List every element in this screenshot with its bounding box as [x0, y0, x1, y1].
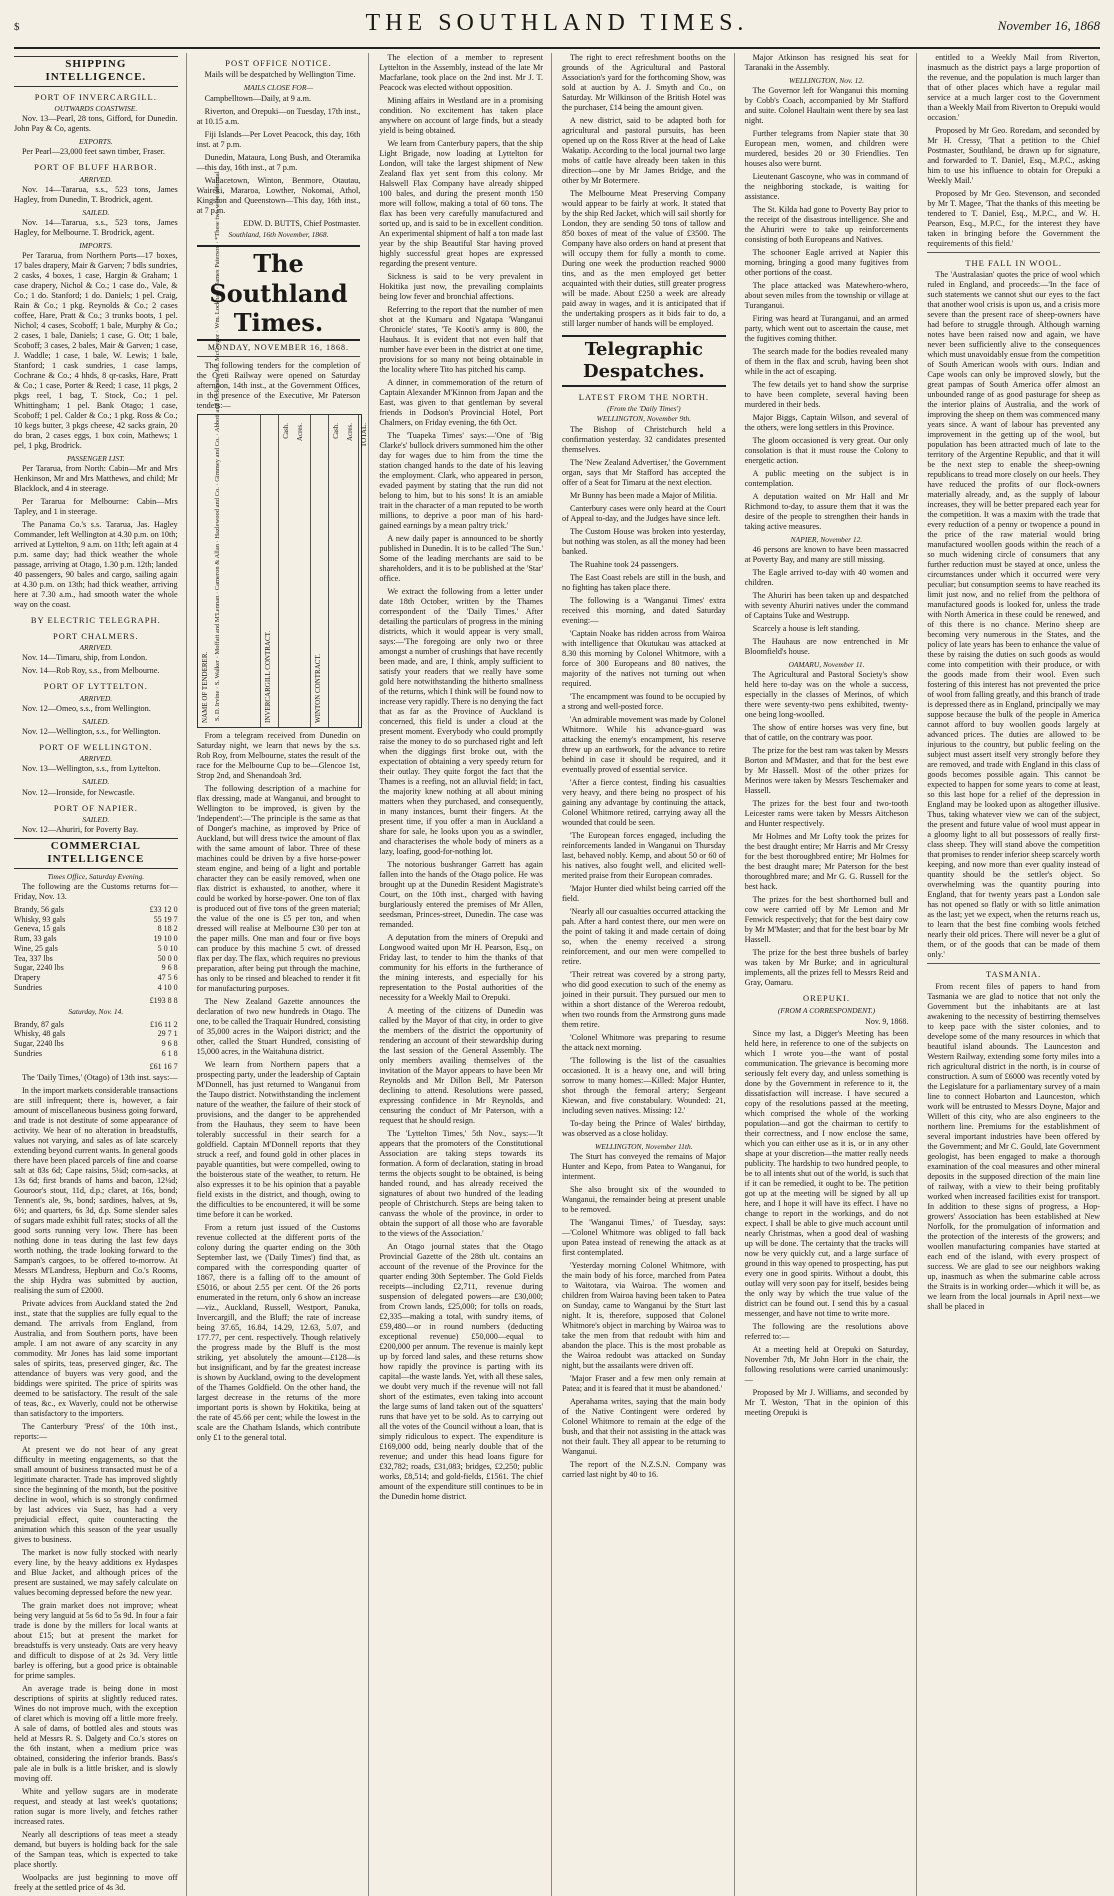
paragraph: Referring to the report that the number of men shot at the Kumaru and Ngatapa 'Wanganui Chronicle' states, 'Te Kooti's army is 800, the Hauhaus. It is evident that not even half that number have ever been in the district at one time, provisions for so many not being obtainable in the locality where Tito has pitched his camp. [379, 305, 543, 374]
paragraph: The 'Tuapeka Times' says:—'One of 'Big Clarke's' bullock drivers summoned him the other day for wages due to him from the time the station changed hands to the date of his leaving the employment. Clark, who appeared in person, evaded payment by stating that the run did not belong to him, but to his sons! It is an amiable trait in the character of a man reputed to be worth millions, to deprive a poor man of his hard-gained earnings by a mean paltry trick.' [379, 431, 543, 530]
paragraph: The following description of a machine for flax dressing, made at Wanganui, and brought to Wellington to be improved, is given by the 'Independent':—'The principle is the same as that of Donger's machine, as improved by Price of Auckland, but will dress twice the amount of flax with the same amount of labor. Three of these machines could be driven by a five horse-power steam engine, and being of a light and portable character they can be easily removed, when one flax district is exhausted, to another, where it could be worked by horse-power. One ton of flax is produced out of five tons of the green material; the value of the one is £5 per ton, and when dressed will realise at Melbourne £30 per ton at the paper mills. One man and four or five boys can produce by this machine 5 cwt. of dressed flax per day. The flax, which requires no previous preparation, after being put through the machine, has only to be rinsed and bleached to render it fit for manufacturing purposes. [196, 783, 361, 993]
paragraph: Proposed by Mr Geo. Stevenson, and seconded by Mr T. Magee, 'That the thanks of this meeting be tendered to T. Daniel, Esq., M.P.C., and W. H. Pearson, Esq., M.P.C., for the interest they have taken in bringing before the Government the requirements of this field.' [927, 189, 1100, 248]
customs-row [14, 1039, 178, 1049]
column-2 [197, 53, 370, 1896]
label: (From the 'Daily Times') [607, 404, 681, 414]
customs-row [14, 954, 178, 964]
paragraph: Nov. 12—Wellington, s.s., for Wellington. [22, 726, 161, 736]
masthead-title: THE SOUTHLAND TIMES. [365, 10, 749, 36]
label: ARRIVED. [79, 643, 113, 653]
customs-item: Sugar, 2240 lbs [14, 963, 64, 973]
paragraph: The Ruahine took 24 passengers. [570, 559, 679, 569]
paragraph: The East Coast rebels are still in the bush, and no fighting has taken place there. [562, 572, 726, 592]
paragraph: The Eagle arrived to-day with 40 women and children. [744, 568, 909, 588]
paragraph: The following are the Customs returns for—Friday, Nov. 13. [14, 881, 178, 901]
paragraph: Campbelltown—Daily, at 9 a.m. [204, 93, 311, 103]
paragraph: Nov. 14—Rob Roy, s.s., from Melbourne. [22, 666, 160, 676]
paragraph: Nov. 12—Ironside, for Newcastle. [22, 787, 135, 797]
paragraph: 'An admirable movement was made by Colonel Whitmore. While his advance-guard was attacking the enemy's encampment, his reserve threw up an earthwork, for the advance to retire behind in case it should be required, and it eventually proved of essential service. [562, 714, 726, 774]
paragraph: The election of a member to represent Lyttelton in the Assembly, instead of the late Mr Macfarlane, took place on the 2nd inst. Mr J. T. Peacock was elected without opposition. [379, 53, 543, 92]
customs-row [14, 944, 178, 954]
paragraph: A new daily paper is announced to be shortly published in Dunedin. It is to be called 'The Sun.' Some of the leading merchants are said to be shareholders, and it is to be published at the 'Star' office. [379, 534, 543, 583]
paragraph: The notorious bushranger Garrett has again fallen into the hands of the Otago police. He was brought up at the Dunedin Resident Magistrate's Court, on the 10th inst., charged with having burglariously entered the premises of Mr Allen, seedsman, Princes-street, Dunedin. The case was remanded. [379, 860, 543, 929]
columns [14, 53, 1100, 1893]
label: Southland, 16th November, 1868. [228, 230, 329, 240]
paragraph: Aperahama writes, saying that the main body of the Native Contingent were ordered by Colonel Whitmore to remain at the edge of the bush, and that their not assisting in the attack was not their fault. They all appear to be returning to Wanganui. [562, 1396, 726, 1456]
paragraph: The prize for the best three bushels of barley was taken by Mr Burke; and in agricultural implements, all the prizes fell to Messrs Reid and Gray, Oamaru. [744, 948, 909, 988]
paragraph: entitled to a Weekly Mail from Riverton, inasmuch as the district pays a large proportion of the revenue, and the population is much larger than that of other places which have a regular mail service at a much larger cost to the Government than a Weekly Mail from Riverton to Orepuki would occasion.' [927, 53, 1100, 122]
customs-item: Whisky, 48 gals [14, 1029, 66, 1039]
section-heading: TASMANIA. [986, 969, 1042, 980]
customs-row [14, 934, 178, 944]
label: SAILED. [82, 777, 110, 787]
paragraph: The show of entire horses was very fine, but that of cattle, on the contrary was poor. [744, 723, 909, 743]
label: NAPIER, November 12. [790, 535, 863, 545]
customs-amount: 55 19 7 [153, 914, 178, 924]
paragraph: Nearly all descriptions of teas meet a steady demand, but buyers is holding back for the sale of the Sampan teas, which is expected to take place shortly. [14, 1830, 178, 1870]
paragraph: Nov. 14—Tararua, s.s., 523 tons, James Hagley, for Melbourne. T. Brodrick, agent. [14, 218, 178, 238]
tender-acres: Acres. [345, 422, 354, 442]
tender-inver-header: INVERCARGILL CONTRACT. [263, 630, 272, 723]
paragraph: 'Major Hunter died whilst being carried off the field. [562, 883, 726, 903]
customs-amount: 4 10 0 [157, 982, 178, 992]
paragraph: Nov. 12—Omeo, s.s., from Wellington. [22, 703, 151, 713]
customs-row [14, 983, 178, 993]
customs-row [14, 1029, 178, 1039]
paragraph: The Ahuriri has been taken up and despatched with seventy Ahuriri natives under the command of Captains Tuke and Westrupp. [744, 591, 909, 621]
paragraph: 'Major Fraser and a few men only remain at Patea; and it is feared that it must be abandoned.' [562, 1373, 726, 1393]
paragraph: The following is a 'Wanganui Times' extra received this morning, and dated Saturday evening:— [562, 595, 726, 625]
customs-item: Sundries [14, 982, 42, 992]
label: OUTWARDS COASTWISE. [54, 104, 138, 114]
customs-amount: 5 0 10 [157, 943, 178, 953]
dateline: Nov. 9, 1868. [865, 1016, 909, 1026]
section-heading: LATEST FROM THE NORTH. [578, 391, 709, 402]
customs-item: Whisky, 93 gals [14, 914, 66, 924]
paragraph: The New Zealand Gazette announces the declaration of two new hundreds in Otago. The one, to be called the Traquair Hundred, consisting of 35,000 acres in the Waipori district; and the other, called the Stuart Hundred, consisting of 15,000 acres, in the Waitahuna district. [196, 996, 361, 1056]
paragraph: Since my last, a Digger's Meeting has been held here, in reference to one of the subjects on which I wrote you—the want of postal communication. The grievance is becoming more seriously felt every day, and unless something is done by the Government in reference to it, the dissatisfaction will increase. I have secured a copy of the resolutions passed at the meeting, which comprised the whole of the working population—and got the chairman to certify to their correctness, and I now enclose the same, which you can either use as it is, or in any other shape at your discretion—the matter really needs publicity. The hardship to two hundred people, to be to all intents shut out of the world, is such that if it can be remedied, it ought to be. The petition got up at the meeting will be signed by all up here, and I hope it will have its effect. I have no change to report in the workings, and do not expect. I shall be able to give much account until nearly Christmas, when a good deal of washing up will be done. The certainty that the tracks will now be very quickly cut, and a large surface of ground in this way opened to prospecting, has put every one in good spirits. Without a doubt, this outlay will very soon pay for itself, besides being the only way by which the true value of the district can be found out. I send this by a casual messenger, and have not time to write more. [744, 1028, 909, 1318]
masthead-mark: $ [14, 21, 20, 33]
paragraph: The prizes for the best shorthorned bull and cow were carried off by Mr Lemon and Mr Fenwick respectively; that for the best dairy cow by Mr M'Master; and that for the best boar by Mr Hassell. [744, 895, 909, 945]
paragraph: She also brought six of the wounded to Wanganui, the remainder being at present unable to be removed. [562, 1184, 726, 1214]
paragraph: 'Yesterday morning Colonel Whitmore, with the main body of his force, marched from Patea to Waitotara, via Wairoa. The women and children from Wairoa having been taken to Patea on Sunday, came to Wanganui by the Sturt last night. It is, therefore, supposed that Colonel Whitmore's object in marching by Wairoa was to take the men from that redoubt with him and abandon the place. This is the most probable as the Wairoa redoubt was attacked on Sunday night, but the assailants were driven off. [562, 1260, 726, 1370]
paragraph: The Canterbury 'Press' of the 10th inst., reports:— [14, 1422, 178, 1442]
label: WELLINGTON, November 9th. [596, 414, 692, 424]
customs-item: Sundries [14, 1048, 42, 1058]
paragraph: At present we do not hear of any great difficulty in meeting engagements, so that the small amount of business transacted must be of a legitimate character. Trade has improved slightly since the beginning of the month, but the positive decline in wool, which is so strongly confirmed by last advices via Suez, has had a very prejudicial effect, quite counteracting the animation which this season of the year usually gives to business. [14, 1445, 178, 1545]
paragraph: An average trade is being done in most descriptions of spirits at slightly reduced rates. Wines do not improve much, with the exception of claret which is moving off a little more freely. A sale of dams, of bottled ales and stouts was held at Messrs R. S. Dalgety and Co.'s stores on the 6th instant, when a medium price was obtained, considering the inferior brands. Bass's pale ale in bulk is a little brisker, and is slowly moving off. [14, 1684, 178, 1784]
paragraph: The Custom House was broken into yesterday, but nothing was stolen, as all the money had been banked. [562, 526, 726, 556]
commercial-heading: COMMERCIAL INTELLIGENCE [14, 838, 178, 869]
nameplate: The Southland Times. [197, 245, 361, 341]
masthead-date: November 16, 1868 [997, 18, 1100, 33]
signature: EDW. D. BUTTS, Chief Postmaster. [243, 218, 361, 228]
paragraph: 'The European forces engaged, including the reinforcements landed in Wanganui on Thursday last, behaved nobly. Kemp, and about 50 or 60 of his natives, also fought well, and elicited well-merited praise from their European comrades. [562, 830, 726, 880]
label: Saturday, Nov. 14. [68, 1007, 124, 1017]
paragraph: The few details yet to hand show the surprise to have been complete, several having been murdered in their beds. [744, 380, 909, 410]
paragraph: Nov. 12—Ahuriri, for Poverty Bay. [22, 825, 139, 835]
paragraph: Per Tararua, from North: Cabin—Mr and Mrs Henkinson, Mr and Mrs Matthews, and child; Mr Blacklock, and 4 in steerage. [14, 464, 178, 494]
paragraph: Mining affairs in Westland are in a promising condition. No excitement has taken place anywhere on account of large finds, but a steady yield is being obtained. [379, 96, 543, 135]
paragraph: The prizes for the best four and two-tooth Leicester rams were taken by Messrs Aitcheson and Hunter respectively. [744, 799, 909, 829]
paragraph: 'After a fierce contest, finding his casualties very heavy, and there being no prospect of his gaining any advantage by continuing the attack, Colonel Whitmore retired, carrying away all the wounded that could be seen. [562, 777, 726, 827]
section-heading: PORT OF NAPIER. [53, 802, 138, 813]
paragraph: The market is now fully stocked with nearly every line, by the heavy additions ex Hydaspes and Blue Jacket, and although prices of the present are sustained, we may safely calculate on values becoming depressed before the new year. [14, 1548, 178, 1598]
paragraph: Woolpacks are just beginning to move off freely at the settled price of 4s 3d. [14, 1873, 178, 1893]
paragraph: A meeting of the citizens of Dunedin was called by the Mayor of that city, in order to give the members of the district the opportunity of rendering an account of their stewardship during the last session of the General Assembly. The only members availing themselves of the invitation of the Mayor appears to have been Mr Reynolds and Mr Dillon Bell, Mr Paterson declining to attend. Resolutions were passed, expressing confidence in Mr Reynolds, and censuring the conduct of Mr Paterson, with a request that he should resign. [379, 1006, 543, 1125]
section-heading: PORT OF WELLINGTON. [39, 741, 153, 752]
paragraph: Per Pearl—23,000 feet sawn timber, Fraser. [22, 147, 165, 157]
paragraph: Nov. 14—Tararua, s.s., 523 tons, James Hagley, from Dunedin, T. Brodrick, agent. [14, 184, 178, 204]
section-heading: POST OFFICE NOTICE. [225, 58, 332, 68]
paragraph: The Hauhaus are now entrenched in Mr Bloomfield's house. [744, 637, 909, 657]
section-heading: THE FALL IN WOOL. [965, 258, 1062, 268]
paragraph: The 'Australasian' quotes the price of wool which ruled in England, and proceeds:—'In the face of such statements we cannot shut our eyes to the fact that another wool crisis is upon us, and a crisis more severe than the present race of sheep-owners have had before to struggle through. Although warning notes have been raised now and again, we have never been sufficiently alive to the consequences which must unavoidably ensue from the competition of South American wools with ours. Indian and Cape wools can only be improved slowly, but the great pampas of South America offer almost an unbounded range of as good pasturage for sheep as the interior plains of Australia, and the work of improving the sheep on them was commenced many years since. A want of labour has prevented any improvement in the getting up of the wool, but population has been attracted much of late to the territory of the Argentine Republic, and that it will be the next step to enable the sheep-owning republicans to tread more closely on our heels. They have reduced the profits of our flock-owners materially already, and, as the supply of labour increases, they will be better prepared each year for the competition. It was a maxim with the trade that every reduction of a penny or twopence a pound in the price of the raw material would bring manufactured woollen goods within the reach of a so much widening circle of consumers that any further reduction must be stayed at once, unless the circumstances under which it occurred were very peculiar; but consumption seems to have reached its limit just now, and no relief from the pelthora of manufactured goods is looked for, unless the trade with North America in these could be renewed, and of this there is no chance. Merino sheep are becoming very numerous in the States, and the policy of late years has been to enhance the value of these by raising the duties on such goods as would come into competition with their produce, or with the goods made from their wool. Even such fostering of this interest has not prevented the price of wool from falling greatly, and this branch of trade is depressed there as in England, principally we may suppose because the bulk of the people in America cannot afford to buy woollen goods largely at advanced prices. The duties are allowed to be injurious to the country, but public feeling on the subject must assert itself very strongly before they are removed, and trade with England in this class of goods becomes possible again. This cannot be expected to happen for some years to come at least, so this last hope for a relief of the depression in England may be looked upon as altogether illusive. Thus, taking whatever view we can of the subject, the present and future value of wool must appear in a gloomy light to all but possessors of really first-class sheep. They will stand above the competition that promises to render inferior sheep scarcely worth keeping, and now more than ever quality instead of quantity should be the settler's object. So overwhelming was the quantity pouring into England, that for twenty years past a London sale has not opened so flatly or with so little animation as the last; yet we expect, when the returns reach us, to learn that the best fine combing wools fetched nearly their old prices. There will never be a glut of them, or of the goods that can be made of them only.' [927, 270, 1100, 960]
customs-total: £61 16 7 [149, 1061, 178, 1071]
tender-total-header: TOTAL. [359, 422, 368, 447]
paragraph: Canterbury cases were only heard at the Court of Appeal to-day, and the Judges have since left. [562, 503, 726, 523]
paragraph: The St. Kilda had gone to Poverty Bay prior to the receipt of the disastrous intelligence. She and the Ahuriri were to take up reinforcements consisting of both Europeans and Natives. [744, 205, 909, 245]
tender-cash: Cash. [331, 422, 340, 439]
paragraph: Nov. 13—Wellington, s.s., from Lyttelton. [22, 764, 161, 774]
paragraph: The grain market does not improve; wheat being very languid at 5s 6d to 5s 9d. In four a fair trade is done by the millers for local wants at about £15; but at present the market for breadstuffs is very unsteady. Oats are very heavy and difficult to dispose of at 2s 3d. Very little barley is offering, but a good price is obtainable for prime samples. [14, 1601, 178, 1681]
paragraph: We extract the following from a letter under date 18th October, written by the Thames correspondent of the 'Daily Times.' After detailing the particulars of progress in the mining districts, which it would appear is very small, says:—'The foregoing are only two or three amongst a number of crushings that have recently been made, and are, I think, amply sufficient to satisfy your readers that we really have some gold here notwithstanding the hitherto smallness of the returns, which I think will be found now to increase very rapidly. There is no denying the fact that as far as the Province of Auckland is concerned, this field is under a cloud at the present moment. Everybody who could promptly raise the money to do so purchased right and left when the diggings first broke out, with the expectation of obtaining a very speedy return for their outlay. They quite forgot the fact that the Thames is a reefing, not an alluvial field; in fact, the majority knew nothing at all about mining matters when they purchased, and consequently, in many instances, burnt their fingers. At the present time, if you offer a man in Auckland a share for sale, he looks upon you as a swindler, and characterises the whole body of miners as a lazy, loafing, good-for-nothing lot. [379, 587, 544, 856]
label: Times Office, Saturday Evening. [47, 871, 145, 881]
customs-table-friday [14, 905, 178, 993]
paragraph: Nov. 14—Timaru, ship, from London. [22, 653, 148, 663]
paragraph: 'The encampment was found to be occupied by a strong and well-posted force. [562, 691, 726, 711]
customs-total: £193 8 8 [149, 995, 178, 1005]
tender-acres: Acres. [295, 422, 304, 442]
paragraph: From recent files of papers to hand from Tasmania we are glad to notice that not only the Government but the inhabitants are at last awakening to the necessity of bestirring themselves to keep pace with the sister colonies, and to develope some of the many resources in which that beautiful island abounds. The Launceston and Western Railway, extending some forty miles into a rich agricultural district in the north, is in course of construction. A sum of £6000 was recently voted by the Legislature for a parliamentary survey of a main line to connect Hobarton and Launceston, which work will be entrusted to Messrs Doyne, Major and Willett of this city, who are also engineers to the northern line. Premiums for the establishment of several important industries have been offered by the Government; and Mr C. Gould, late Government geologist, has been engaged to make a thorough examination of the coal measures and other mineral deposits in the supposed direction of the main line of railway, with a view to their being profitably worked when increased facilities exist for transport. In addition to these signs of progress, a Hop-growers' Association has been established at New Norfolk, for the promulgation of information and the protection of the interests of the growers; and woollen manufacturing companies have started at each end of the island, with every prospect of success. We are glad to see our neighbors waking up, inasmuch as when the submarine cable across the Straits is in working order—which it will be, as we learn from the local journals in April next—we shall be placed in [927, 981, 1100, 1311]
section-heading: OREPUKI. [803, 993, 850, 1004]
column-5 [745, 53, 918, 1896]
label: EXPORTS. [79, 137, 113, 147]
label: (FROM A CORRESPONDENT.) [777, 1005, 876, 1015]
paragraph: The 'Wanganui Times,' of Tuesday, says:—'Colonel Whitmore was obliged to fall back upon Patea instead of renewing the attack as at first contemplated. [562, 1217, 726, 1257]
customs-amount: £16 11 2 [149, 1019, 178, 1029]
customs-item: Wine, 25 gals [14, 943, 58, 953]
customs-row [14, 924, 178, 934]
shipping-heading: SHIPPING INTELLIGENCE. [14, 56, 178, 87]
paragraph: Scarcely a house is left standing. [752, 624, 860, 634]
section-heading: BY ELECTRIC TELEGRAPH. [30, 615, 161, 626]
paragraph: The Agricultural and Pastoral Society's show held here to-day was on the whole a success, especially in the classes of Merinos, of which there were seventy-two pens exhibited, twenty-one being long-woolled. [744, 670, 909, 720]
label: PASSENGER LIST. [67, 454, 125, 464]
paragraph: At a meeting held at Orepuki on Saturday, November 7th, Mr John Horr in the chair, the following resolutions were carried unanimously:— [744, 1344, 909, 1384]
label: SAILED. [82, 716, 110, 726]
paragraph: The place attacked was Matewhero-whero, about seven miles from the township or village at Turanganui. [744, 281, 909, 311]
paragraph: Riverton, and Orepuki—on Tuesday, 17th inst., at 10.15 a.m. [196, 106, 361, 126]
paragraph: Lieutenant Gascoyne, who was in command of the neighboring stockade, is waiting for assistance. [744, 172, 909, 202]
paragraph: The 'New Zealand Advertiser,' the Government organ, says that Mr Stafford has accepted the offer of a Seat for Timaru at the next election. [562, 457, 726, 487]
paragraph: The gloom occasioned is very great. Our only consolation is that it must rouse the Colony to energetic action. [744, 436, 909, 466]
paragraph: Further telegrams from Napier state that 30 European men, women, and children were murdered, besides 20 or 30 Friendlies. Ten houses also were burnt. [744, 129, 909, 169]
paragraph: Mr Holmes and Mr Lofty took the prizes for the best draught entire; Mr Harris and Mr Cressy for the best thoroughbred entire; Mr Holmes for the best draught mare; Mr Paterson for the best thoroughbred mare; and Mr G. G. Russell for the best hack. [744, 832, 909, 892]
column-4 [562, 53, 735, 1896]
column-3 [379, 53, 552, 1896]
label: WELLINGTON, November 11th. [595, 1141, 693, 1151]
paragraph: 'Nearly all our casualties occurred attacking the pah. After a hard contest there, our men were on the point of taking it and made certain of doing so, when the enemy received a strong reinforcement, and our men were compelled to retire. [562, 906, 726, 966]
customs-row [14, 905, 178, 915]
customs-amount: 6 1 8 [161, 1048, 178, 1058]
paragraph: Nov. 13—Pearl, 28 tons, Gifford, for Dunedin. John Pay & Co, agents. [14, 114, 178, 134]
paragraph: A new district, said to be adapted both for agricultural and pastoral pursuits, has been opened up on the Ross River at the head of Lake Wakatip. According to the local journal two large mobs of cattle have already been taken in this direction—one by Mr James Bridge, and the other by Mr Botermere. [562, 116, 726, 185]
section-heading: PORT CHALMERS. [53, 630, 139, 641]
paragraph: The schooner Eagle arrived at Napier this morning, bringing a good many fugitives from other portions of the coast. [744, 248, 909, 278]
paragraph: In the import markets considerable transactions are still infrequent; there is, however, a fair amount of miscellaneous business going forward, and trade is not destitute of some appearance of activity. We hear of no alteration in breadstuffs, values not varying, and sales as of late scarcely extending beyond current wants. In general goods there have been placed parcels of fine and coarse salt at 83s 6d; Cape raisins, 5¼d; corn-sacks, at 13s 6d; first brands of hams and bacon, 12¼d; Gouroor's stout, 11d, d.p.; claret, at 16s, bond; Tennent's ale, 9s, bond; sardines, halves, at 9s, 6½; and quarters, 6s 3d, d.p. Some slender sales of sugars made exhibit full rates; stocks of all the good sorts running very low. There has been nothing done in teas during the last few days worth nothing, the trade looking forward to the Sampan's cargoes, to be offered to-morrow. At Messrs M'Landress, Hepburn and Co.'s Rooms, the ship Hydra was submitted by auction, realising the sum of £2000. [14, 1086, 178, 1296]
customs-amount: 29 7 1 [157, 1029, 178, 1039]
paragraph: 'Colonel Whitmore was preparing to resume the attack next morning. [562, 1032, 726, 1052]
label: SAILED. [82, 814, 110, 824]
label: ARRIVED. [79, 754, 113, 764]
customs-amount: 50 0 0 [157, 953, 178, 963]
customs-row [14, 963, 178, 973]
paragraph: 46 persons are known to have been massacred at Poverty Bay, and many are still missing. [744, 545, 909, 565]
paragraph: Firing was heard at Turanganui, and an armed party, which went out to ascertain the cause, met the fugitives coming thither. [744, 314, 909, 344]
tender-names: S. D. Irvine · S. Walker · Moffatt and M'Lennan · Cameron & Allan · Hazlewood and Co. · Gimmey and Co. · Abbott and Peckham · Jas. McGregor · Wm. Lockhart · James Paterson · *These two were informal [213, 171, 221, 721]
customs-item: Rum, 33 gals [14, 934, 57, 944]
paragraph: The prize for the best ram was taken by Messrs Borton and M'Master, and that for the best ewe by Mr Hassell. Most of the other prizes for Merinos were taken by Messrs Teschemaker and Hassell. [744, 746, 909, 796]
paragraph: Mr Bunny has been made a Major of Militia. [570, 490, 718, 500]
paragraph: 'Their retreat was covered by a strong party, who did good execution to such of the enemy as joined in their pursuit. They pursued our men to within a short distance of the Wereroa redoubt, when two rounds from the Armstrong guns made them retire. [562, 969, 726, 1029]
customs-amount: 19 10 0 [153, 934, 178, 944]
column-6 [927, 53, 1100, 1896]
customs-amount: 8 18 2 [157, 924, 178, 934]
customs-item: Drapery [14, 973, 41, 983]
customs-row [14, 1020, 178, 1030]
paragraph: We learn from Northern papers that a prospecting party, under the leadership of Captain M'Donnell, has just returned to Wanganui from the Taupo district. Notwithstanding the inclement nature of the weather, the failure of their stock of provisions, and the danger to be apprehended from the Hauhaus, they seem to have been tolerably successful in their search for a goldfield. Captain M'Donnell reports that they struck a reef, and found gold in other places in payable quantities, but were compelled, owing to the boisterous state of the weather, to return. He also expresses it to be his opinion that a payable field exists in the district, and though, owing to the difficulties to be encountered, it will be some time before it can be worked. [196, 1059, 361, 1219]
customs-row [14, 973, 178, 983]
paragraph: Major Atkinson has resigned his seat for Taranaki in the Assembly. [744, 53, 909, 72]
tender-winton-header: WINTON CONTRACT. [313, 653, 322, 723]
paragraph: A dinner, in commemoration of the return of Captain Alexander M'Kinnon from Japan and the East, was given to that gentleman by several friends in Dodson's Provincial Hotel, Port Chalmers, on Friday evening, the 6th Oct. [379, 378, 543, 427]
customs-item: Tea, 337 lbs [14, 953, 53, 963]
section-heading: PORT OF LYTTELTON. [43, 681, 148, 692]
paragraph: The following tenders for the completion of the Oreti Railway were opened on Saturday afternoon, 14th inst., at the Government Offices, in the presence of the Executive, Mr Paterson tenders:— [196, 360, 361, 410]
paragraph: Fiji Islands—Per Lovet Peacock, this day, 16th inst. at 7 p.m. [196, 129, 361, 149]
paragraph: 'The following is the list of the casualties occasioned. It is a heavy one, and will bring sorrow to many homes:—Killed: Major Hunter, shot through the femoral artery; Sergeant Kiewan, and five constabulary. Wounded: 21, including seven natives. Missing: 12.' [562, 1055, 726, 1115]
customs-item: Brandy, 56 gals [14, 904, 64, 914]
column-1 [14, 53, 187, 1896]
label: MAILS CLOSE FOR— [243, 83, 314, 93]
customs-row [14, 1049, 178, 1059]
paragraph: Per Tararua, from Northern Ports—17 boxes, 17 bales drapery, Mair & Garven; 7 bdls sundries, 2 casks, 4 boxes, 1 case, Hargin & Graham; 1 case drapery, Nichol & Co.; 1 case do., Vale, & Co.; 1 do. Stanford; 1 do. Daniels; 1 pel. Craig, Rain & Co.; 1 pkg. Reynolds & Co.; 2 cases coffee, Hare, Pratt & Co.; 3 trunks boots, 1 pel. Nichol; 4 cases, Scoboff; 1 bale, Murphy & Co.; 2 cases, 1 bale, Daniels; 1 case, G. Ott; 1 bale, Scoboff; 3 cases, 2 bales, Mair & Garven; 1 case, J. Waddle; 1 case, 1 bale, W. Lewis; 1 bale, Stanford; 1 cask sundries, 1 case lamps, Cochrane & Co.; 4 hhds, 8 qr-casks, Hare, Pratt & Co.; 1 case, Porter & Reed; 1 case, 11 pkgs, 2 pkgs reel, 1 bag, T. Stock, Co.; 1 pel. Whittingham; 1 pel. Bank Otago; 1 case, Scoboff; 1 pel. Calder & Co.; 1 pkg. Ross & Co.; 10 kegs butter, 3 pkgs cheese, 42 sacks grain, 20 do bran, 2 cases eggs, 1 box coin, Mathews; 1 pel, 1 pkg, Brodrick. [14, 251, 178, 451]
paragraph: Major Biggs, Captain Wilson, and several of the others, were long settlers in this Province. [744, 413, 909, 433]
paragraph: The Bishop of Christchurch held a confirmation yesterday. 32 candidates presented themselves. [562, 424, 726, 454]
paragraph: Proposed by Mr J. Williams, and seconded by Mr T. Weston, 'That in the opinion of this meeting Orepuki is [744, 1387, 909, 1417]
paragraph: Dunedin, Mataura, Long Bush, and Oteramika—this day, 16th inst., at 7 p.m. [196, 152, 361, 172]
section-heading: PORT OF INVERCARGILL. [34, 91, 157, 102]
paragraph: Sickness is said to be very prevalent in Hokitika just now, the prevailing complaints being low fever and bronchial affections. [379, 272, 543, 301]
customs-item: Geneva, 15 gals [14, 924, 66, 934]
paragraph: The Governor left for Wanganui this morning by Cobb's Coach, accompanied by Mr Stafford and suite. Colonel Haultain went there by sea last night. [744, 86, 909, 126]
paragraph: A deputation from the miners of Orepuki and Longwood waited upon Mr H. Pearson, Esq., on Friday last, to tender to him the thanks of that community for his efforts in the furtherance of the mining interests, and especially for his representation to the Postal authorities of the necessity for a Weekly Mail to Orepuki. [379, 933, 543, 1002]
paragraph: Private advices from Auckland stated the 2nd inst., state that the supplies are fully equal to the demand. The arrivals from England, from Australia, and from Southern ports, have been ample. I am not aware of any scarcity in any commodity. Mr Jones has laid some important sales of spirits, teas, preserved ginger, &c. The attendance of buyers was very good, and the biddings were spirited. The price of spirits was deemed to be satisfactory. The result of the sale of teas, &c., ex Waverly, could not be otherwise than satisfactory to the importers. [14, 1299, 178, 1419]
dateline: MONDAY, NOVEMBER 16, 1868. [197, 343, 361, 357]
paragraph: The Sturt has conveyed the remains of Major Hunter and Kepo, from Patea to Wanganui, for interment. [562, 1151, 726, 1181]
paragraph: The 'Daily Times,' (Otago) of 13th inst. says:— [22, 1073, 178, 1083]
paragraph: A deputation waited on Mr Hall and Mr Richmond to-day, to assure them that it was the desire of the people to strengthen their hands in taking active measures. [744, 492, 909, 532]
label: OAMARU, November 11. [788, 660, 865, 670]
paragraph: The right to erect refreshment booths on the grounds of the Agricultural and Pastoral Association's yard for the forthcoming Show, was sold at auction by A. J. Smyth and Co., on Saturday. Mr Wilkinson of the British Hotel was the purchaser, £14 being the amount given. [562, 53, 726, 112]
paragraph: Per Tararua for Melbourne: Cabin—Mrs Tapley, and 1 in steerage. [14, 497, 178, 517]
paragraph: From a telegram received from Dunedin on Saturday night, we learn that news by the s.s. Rob Roy, from Melbourne, states the result of the race for the Melbourne Cup to be—Glencoe 1st, Strop 2nd, and Shenandoah 3rd. [196, 730, 361, 780]
label: IMPORTS. [79, 241, 113, 251]
paragraph: Proposed by Mr Geo. Roredam, and seconded by Mr H. Cressy, 'That a petition to the Chief Postmaster, Southland, be drawn up for signature, and forwarded to T. Daniel, Esq., M.P.C., asking him to use his influence to obtain for Orepuki a Weekly Mail.' [927, 126, 1100, 185]
paragraph: Mails will be despatched by Wellington Time. [204, 70, 356, 80]
paragraph: 'Captain Noake has ridden across from Wairoa with intelligence that Okutukau was attacked at 8.30 this morning by Colonel Whitmore, with a force of 300 Europeans and 80 natives, the majority of the natives not turning out when required. [562, 628, 726, 688]
tender-cash: Cash. [281, 422, 290, 439]
section-heading: PORT OF BLUFF HARBOR. [34, 162, 158, 173]
label: WELLINGTON, Nov. 12. [789, 76, 864, 85]
paragraph: An Otago journal states that the Otago Provincial Gazette of the 28th ult. contains an account of the revenue of the Province for the quarter ending 30th September. The Gold Fields receipts—including £2,711, revenue during suspension of delegated powers—are £30,000; from Crown lands, £25,000; for tolls on roads, £2,335—making a total, with sundry items, of £59,480—or in round numbers (deducting exceptional revenue) £50,000—equal to £200,000 per annum. The revenue is mainly kept up by forced land sales, and these returns show how rapidly the province is parting with its capital—the waste lands. Yet, with all these sales, we doubt very much if the revenue will not fall short of the estimates, even taking into account the large sums of land taken out of the squatters' runs that have yet to be sold. As to carrying out all the votes of the Council without a loan, that is simply ridiculous to expect. The expenditure is £169,000 odd, being nearly double that of the revenue; and under this head loans figure for £32,782; roads, £31,083; bridges, £2,250; public works, £8,514; and gold-fields, £1561. The chief amount of the expenditure still continues to be in the Dunedin home district. [379, 1242, 543, 1501]
paragraph: From a return just issued of the Customs revenue collected at the different ports of the colony during the quarter ending on the 30th September last, we ('Daily Times') find that, as compared with the corresponding quarter of 1867, there is a falling off to the amount of £5016, or about 2.55 per cent. Of the 26 ports enumerated in the return, only 6 show an increase—viz., Auckland, Russell, Westport, Panuka, Invercargill, and the Bluff; the rate of increase being 37.65, 16.84, 14.29, 12.63, 5.07, and 177.77, per cent. respectively. Though relatively the progress made by the Bluff is the most striking, yet absolutely the amount—£128—is but insignificant, and by far the greatest increase is shown by Auckland, owing to the development of the Thames Goldfield. On the other hand, the largest decrease in the returns of the more important ports is shown by Hokitika, being at the rate of 45.66 per cent; while the lowest in the scale are the Chatham Islands, which contribute only £1 to the general total. [196, 1222, 361, 1442]
customs-item: Sugar, 2240 lbs [14, 1039, 64, 1049]
paragraph: The following are the resolutions above referred to:— [744, 1321, 909, 1341]
customs-table-saturday [14, 1020, 178, 1059]
paragraph: The Panama Co.'s s.s. Tararua, Jas. Hagley Commander, left Wellington at 4.30 p.m. on 10th; arrived at Lyttelton, 9 a.m. on 11th; left again at 4 p.m. same day; had thick weather the whole passage, arriving at Otago, 1.30 p.m. 12th; landed 40 passengers, 90 bales and cargo, sailing again at 4.30 p.m. on 13th; had thick weather, arriving here at 7.30 a.m., had smooth water the whole way on the coast. [14, 520, 178, 610]
label: ARRIVED. [79, 174, 113, 184]
label: SAILED. [82, 207, 110, 217]
customs-amount: 47 5 6 [157, 973, 178, 983]
customs-amount: £33 12 0 [149, 904, 178, 914]
masthead [14, 10, 1100, 49]
paragraph: The Melbourne Meat Preserving Company would appear to be fairly at work. It stated that by the ship Red Jacket, which will sail shortly for London, they are sending 50 tons of tallow and 850 boxes of meat of the value of £3500. The Company have also orders on hand at present that will occupy them for fully a month to come. During one week the production reached 9000 tins, and as the men employed get better acquainted with their duties, still greater progress will be made. About £250 a week are already paid away in wages, and it is anticipated that if the undertaking prospers as it bids fair to do, a still larger number of hands will be employed. [562, 189, 726, 328]
customs-item: Brandy, 87 gals [14, 1019, 64, 1029]
tender-names-header: NAME OF TENDERER. [200, 651, 209, 723]
paragraph: A public meeting on the subject is in contemplation. [744, 469, 909, 489]
telegraphic-nameplate: Telegraphic Despatches. [562, 335, 726, 387]
paragraph: White and yellow sugars are in moderate request, and steady at last week's quotations; ration sugar is more lively, and fetches rather increased rates. [14, 1787, 178, 1827]
paragraph: Wallacetown, Winton, Benmore, Otautau, Waireki, Mararoa, Lowther, Nokomai, Athol, Kingston and Queenstown—This day, 16th inst., at 7 p.m. [196, 175, 361, 215]
customs-amount: 9 6 8 [161, 963, 178, 973]
label: ARRIVED. [79, 693, 113, 703]
customs-amount: 9 6 8 [161, 1039, 178, 1049]
paragraph: We learn from Canterbury papers, that the ship Light Brigade, now loading at Lyttelton for London, will take the largest shipment of New Zealand flax yet sent from this colony. Mr Halswell Flax Company have already shipped 100 bales, and during the present month 150 more will follow, making a total of 60 tons. The flax has been very carefully manufactured and sorted up, and is said to be in excellent condition. An experimental shipment of half a ton made last year by the ship Beautiful Star having proved highly successful great hopes are expressed regarding the present venture. [379, 139, 543, 268]
paragraph: To-day being the Prince of Wales' birthday, was observed as a close holiday. [562, 1118, 726, 1138]
paragraph: The 'Lyttelton Times,' 5th Nov., says:—'It appears that the promoters of the Constitutional Association are taking steps towards its formation. A form of declaration, stating in broad terms the objects sought to be obtained, is being handed round, and has already received the signatures of about two hundred of the leading people of Christchurch. Steps are being taken to canvass the whole of the province, in order to obtain the support of all those who are favorable to the views of the Association.' [379, 1129, 543, 1238]
customs-row [14, 915, 178, 925]
paragraph: The report of the N.Z.S.N. Company was carried last night by 40 to 16. [562, 1459, 726, 1479]
paragraph: The search made for the bodies revealed many of them in the flax and scrub, having been shot while in the act of escaping. [744, 347, 909, 377]
